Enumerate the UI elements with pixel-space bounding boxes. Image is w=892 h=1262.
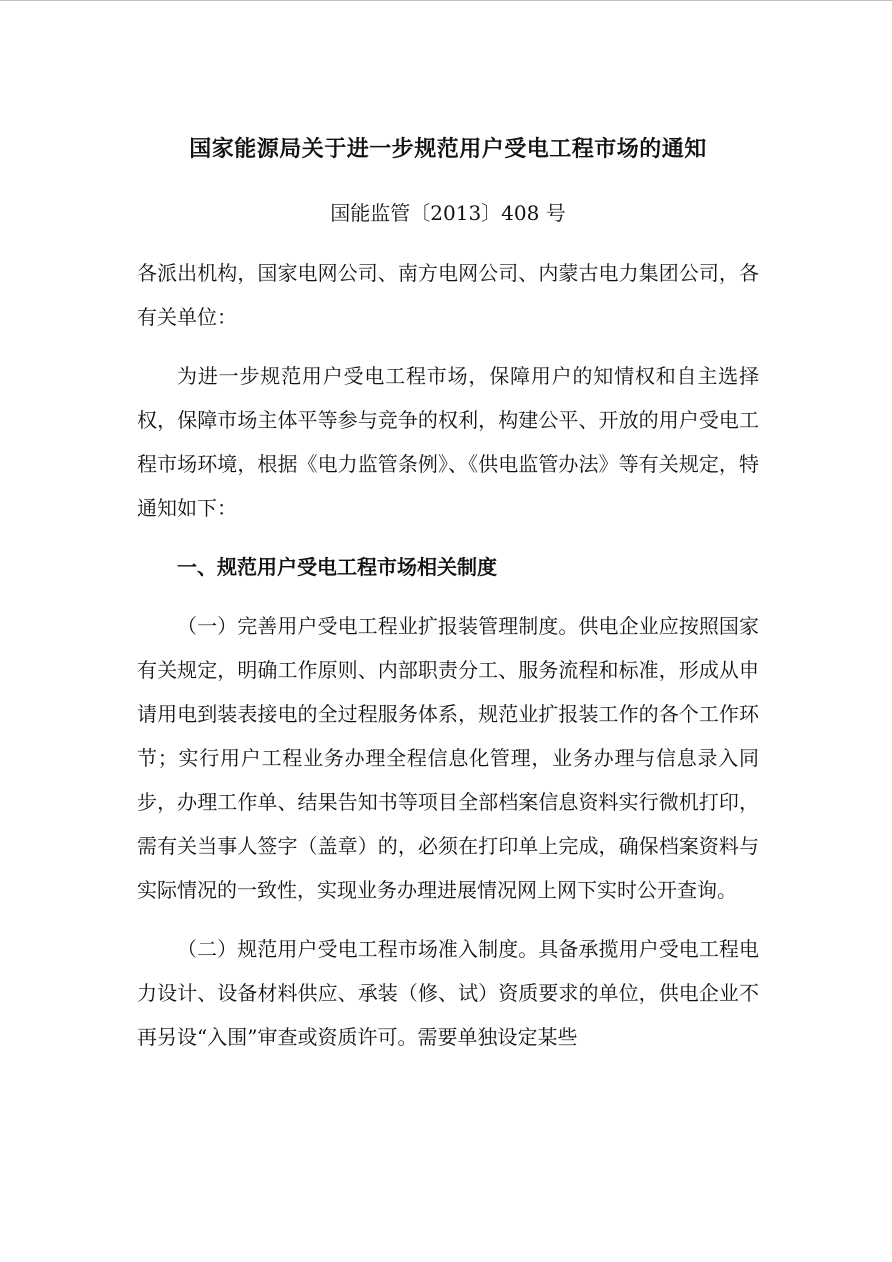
section-heading: 一、规范用户受电工程市场相关制度: [177, 555, 497, 579]
page-top-border: [0, 0, 892, 1]
intro-paragraph: 为进一步规范用户受电工程市场，保障用户的知情权和自主选择权，保障市场主体平等参与竞争的权利，构建公平、开放的用户受电工程市场环境，根据《电力监管条例》、《供电监管办法》等有关规定，特通知如下：: [137, 364, 759, 520]
clause-1-paragraph: （一）完善用户受电工程业扩报装管理制度。供电企业应按照国家有关规定，明确工作原则、内部职责分工、服务流程和标准，形成从申请用电到装表接电的全过程服务体系，规范业扩报装工作的各个工作环节；实行用户工程业务办理全程信息化管理，业务办理与信息录入同步，办理工作单、结果告知书等项目全部档案信息资料实行微机打印，需有关当事人签字（盖章）的，必须在打印单上完成，确保档案资料与实际情况的一致性，实现业务办理进展情况网上网下实时公开查询。: [137, 614, 759, 902]
clause-2-paragraph: （二）规范用户受电工程市场准入制度。具备承揽用户受电工程电力设计、设备材料供应、承装（修、试）资质要求的单位，供电企业不再另设“入围”审查或资质许可。需要单独设定某些: [137, 937, 759, 1049]
document-body: [137, 251, 759, 1059]
document-title: 国家能源局关于进一步规范用户受电工程市场的通知: [189, 137, 707, 162]
document-number: 国能监管〔2013〕408 号: [330, 201, 566, 225]
addressee-paragraph: 各派出机构，国家电网公司、南方电网公司、内蒙古电力集团公司，各有关单位：: [137, 261, 759, 329]
